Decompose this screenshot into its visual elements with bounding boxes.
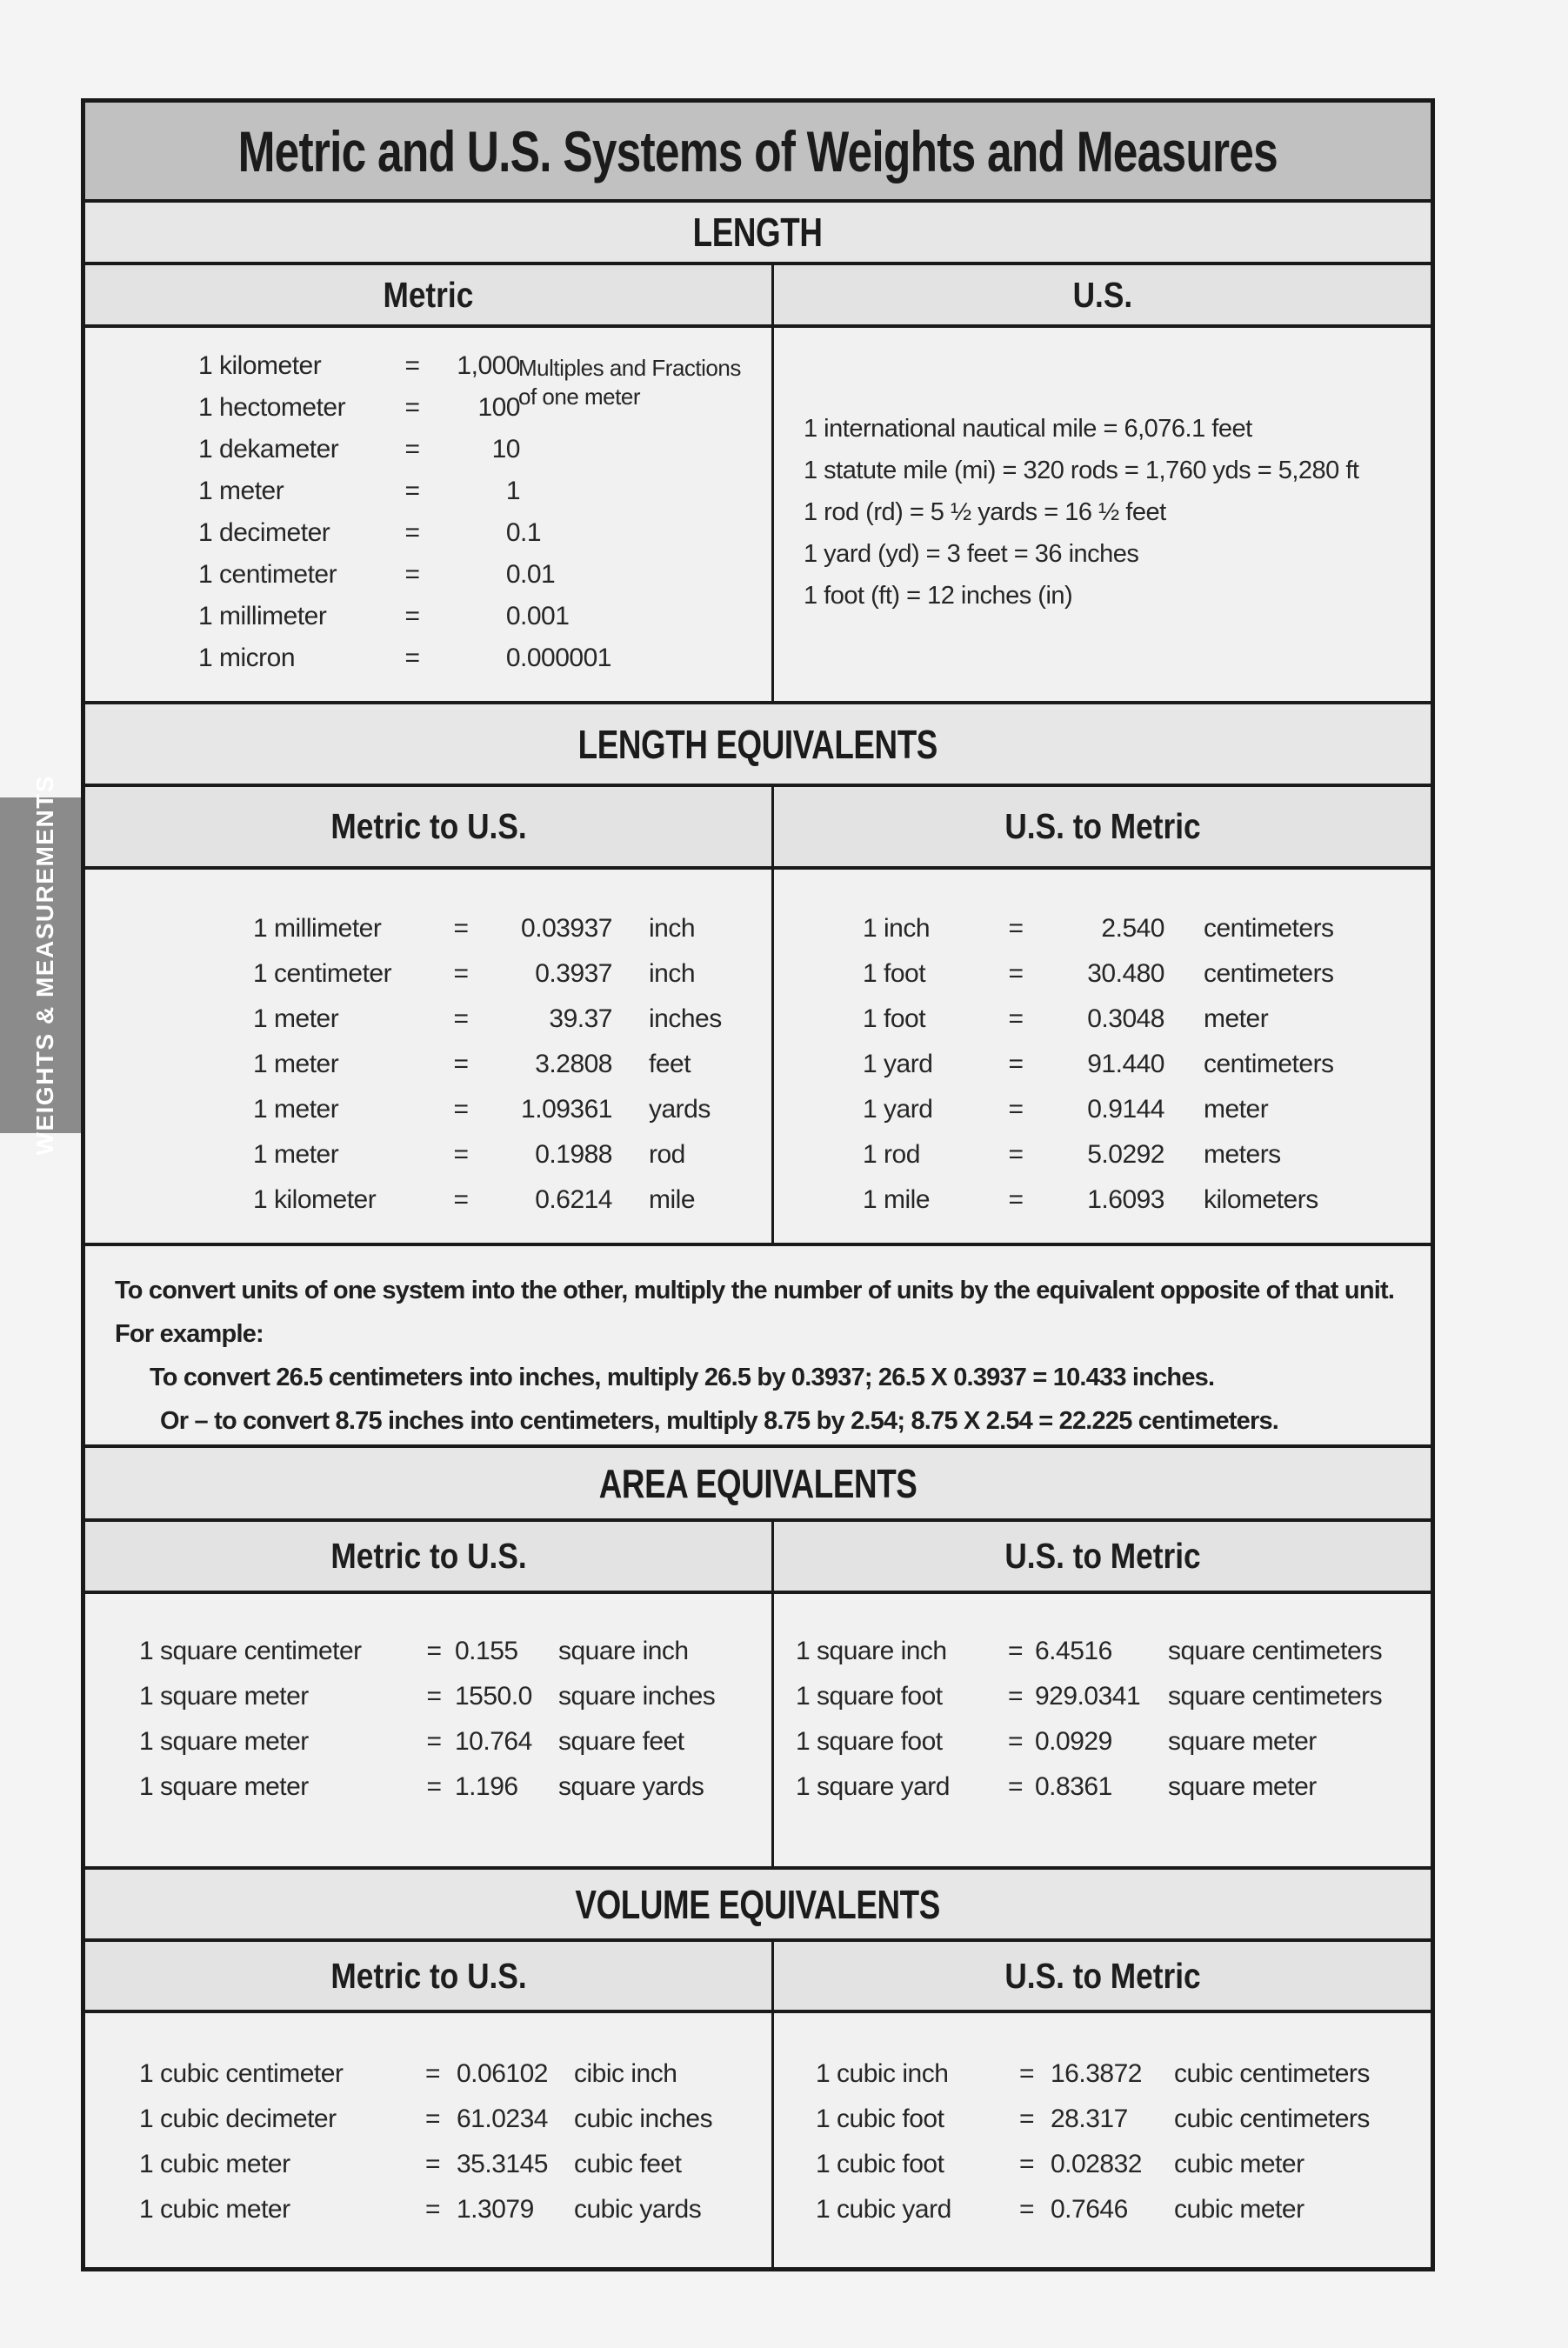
equivalence-row xyxy=(863,1177,1431,1223)
equals-sign: = xyxy=(1008,1095,1024,1124)
table-title-band xyxy=(85,103,1431,203)
equivalence-row xyxy=(796,1764,1431,1810)
value: 3.2808 xyxy=(535,1050,612,1078)
equivalence-row xyxy=(139,1719,771,1764)
volume-equivalents-subheaders xyxy=(85,1942,1431,2013)
fact-text: 1 international nautical mile = 6,076.1 feet xyxy=(804,415,1252,443)
equivalence-row xyxy=(863,1132,1431,1177)
us-to-metric-header xyxy=(774,1942,1431,2010)
us-to-metric-label: U.S. to Metric xyxy=(1004,1955,1201,1996)
unit-label: 1 millimeter xyxy=(253,914,382,943)
equals-sign: = xyxy=(1007,1637,1024,1665)
value-integer: 0 xyxy=(505,560,520,589)
metric-header-label: Metric xyxy=(383,274,474,315)
value: 0.155 xyxy=(455,1637,518,1665)
unit-label: 1 yard xyxy=(863,1050,933,1078)
value: 1550.0 xyxy=(455,1682,532,1711)
value-fraction: .01 xyxy=(520,560,556,589)
unit-label: 1 kilometer xyxy=(198,351,322,380)
value: 0.06102 xyxy=(457,2059,548,2088)
area-equivalents-subheaders xyxy=(85,1522,1431,1594)
value-integer: 10 xyxy=(491,435,520,464)
unit-name: kilometers xyxy=(1204,1185,1318,1214)
conversion-note xyxy=(85,1246,1431,1448)
value: 1.6093 xyxy=(1087,1185,1164,1214)
metric-to-us-header xyxy=(85,1522,774,1591)
us-to-metric-rows xyxy=(796,1629,1431,1810)
us-to-metric-rows xyxy=(816,2051,1431,2232)
unit-label: 1 foot xyxy=(863,959,926,988)
unit-label: 1 cubic decimeter xyxy=(139,2105,337,2133)
unit-name: cubic yards xyxy=(574,2195,702,2224)
length-data-row xyxy=(85,328,1431,704)
equivalence-row xyxy=(863,906,1431,951)
unit-label: 1 cubic meter xyxy=(139,2195,290,2224)
value: 91.440 xyxy=(1087,1050,1164,1078)
note-line-4: Or – to convert 8.75 inches into centimeters, multiply 8.75 by 2.54; 8.75 X 2.54 = 22.225 centimeters. xyxy=(160,1407,1279,1435)
equivalence-row xyxy=(253,997,771,1042)
value-fraction: .1 xyxy=(520,518,542,547)
unit-name: square meter xyxy=(1168,1727,1317,1756)
equivalence-row xyxy=(253,1042,771,1087)
unit-name: square inch xyxy=(558,1637,689,1665)
equals-sign: = xyxy=(426,1637,442,1665)
volume-equivalents-data xyxy=(85,2013,1431,2267)
unit-name: centimeters xyxy=(1204,914,1334,943)
value-integer: 1,000 xyxy=(457,351,520,380)
sidebar-tab-weights-measurements xyxy=(0,775,90,1156)
equivalence-row xyxy=(253,1087,771,1132)
area-equivalents-band xyxy=(85,1448,1431,1522)
value: 1.09361 xyxy=(521,1095,612,1124)
unit-label: 1 millimeter xyxy=(198,602,327,630)
equals-sign: = xyxy=(404,477,420,505)
metric-to-us-rows xyxy=(139,2051,771,2232)
length-section-band xyxy=(85,203,1431,265)
length-metric-cell xyxy=(85,328,774,701)
unit-label: 1 square foot xyxy=(796,1682,943,1711)
value: 61.0234 xyxy=(457,2105,548,2133)
unit-label: 1 square meter xyxy=(139,1727,309,1756)
volume-us-to-metric-cell xyxy=(774,2013,1431,2267)
unit-label: 1 yard xyxy=(863,1095,933,1124)
volume-metric-to-us-cell xyxy=(85,2013,774,2267)
unit-name: cubic centimeters xyxy=(1174,2059,1370,2088)
volume-equivalents-band xyxy=(85,1870,1431,1942)
metric-to-us-rows xyxy=(253,906,771,1223)
metric-note-line-1: Multiples and Fractions xyxy=(518,355,741,381)
equals-sign: = xyxy=(404,644,420,672)
equals-sign: = xyxy=(1018,2150,1035,2178)
length-heading: LENGTH xyxy=(693,210,823,255)
equals-sign: = xyxy=(1018,2195,1035,2224)
equivalence-row xyxy=(139,1764,771,1810)
us-to-metric-label: U.S. to Metric xyxy=(1004,1536,1201,1576)
length-metric-to-us-cell xyxy=(85,870,774,1243)
value: 39.37 xyxy=(549,1004,612,1033)
equals-sign: = xyxy=(453,1185,469,1214)
equals-sign: = xyxy=(1008,1004,1024,1033)
metric-to-us-rows xyxy=(139,1629,771,1810)
unit-name: inch xyxy=(649,914,696,943)
value-integer: 1 xyxy=(505,477,520,505)
us-length-fact-line xyxy=(804,408,1431,450)
note-line-3: To convert 26.5 centimeters into inches, multiply 26.5 by 0.3937; 26.5 X 0.3937 = 10.433 inches. xyxy=(150,1364,1215,1391)
length-equivalents-data xyxy=(85,870,1431,1246)
unit-name: cubic inches xyxy=(574,2105,713,2133)
us-length-fact-line xyxy=(804,575,1431,617)
unit-label: 1 micron xyxy=(198,644,296,672)
equivalence-row xyxy=(139,1674,771,1719)
value-fraction: .001 xyxy=(520,602,570,630)
unit-label: 1 square meter xyxy=(139,1772,309,1801)
metric-to-us-header xyxy=(85,787,774,866)
equals-sign: = xyxy=(1007,1772,1024,1801)
fact-text: 1 statute mile (mi) = 320 rods = 1,760 yds = 5,280 ft xyxy=(804,457,1359,484)
area-us-to-metric-cell xyxy=(774,1594,1431,1866)
equals-sign: = xyxy=(453,1050,469,1078)
us-length-fact-line xyxy=(804,450,1431,491)
unit-name: cubic meter xyxy=(1174,2150,1304,2178)
unit-name: cubic centimeters xyxy=(1174,2105,1370,2133)
equivalence-row xyxy=(253,951,771,997)
equals-sign: = xyxy=(453,1004,469,1033)
equivalence-row xyxy=(139,2142,771,2187)
unit-name: square meter xyxy=(1168,1772,1317,1801)
value-integer: 0 xyxy=(505,644,520,672)
metric-to-us-header xyxy=(85,1942,774,2010)
unit-name: square yards xyxy=(558,1772,704,1801)
unit-label: 1 meter xyxy=(253,1095,339,1124)
unit-name: meter xyxy=(1204,1095,1269,1124)
length-equivalents-subheaders xyxy=(85,787,1431,870)
equals-sign: = xyxy=(404,351,420,380)
value: 0.1988 xyxy=(535,1140,612,1169)
equals-sign: = xyxy=(1007,1727,1024,1756)
value: 28.317 xyxy=(1051,2105,1128,2133)
equals-sign: = xyxy=(453,914,469,943)
unit-label: 1 square inch xyxy=(796,1637,947,1665)
unit-name: meter xyxy=(1204,1004,1269,1033)
metric-to-us-label: Metric to U.S. xyxy=(330,806,527,846)
value-integer: 0 xyxy=(505,602,520,630)
value: 6.4516 xyxy=(1035,1637,1112,1665)
unit-name: square feet xyxy=(558,1727,684,1756)
note-line-2: For example: xyxy=(115,1320,264,1348)
metric-to-us-label: Metric to U.S. xyxy=(330,1536,527,1576)
metric-note-line-2: of one meter xyxy=(518,384,640,410)
scale-row xyxy=(198,470,771,512)
area-equivalents-heading: AREA EQUIVALENTS xyxy=(598,1460,917,1506)
weights-measures-table xyxy=(81,98,1435,2271)
unit-label: 1 rod xyxy=(863,1140,920,1169)
unit-label: 1 hectometer xyxy=(198,393,346,422)
equivalence-row xyxy=(863,1042,1431,1087)
value: 0.3048 xyxy=(1087,1004,1164,1033)
equals-sign: = xyxy=(426,1727,442,1756)
equivalence-row xyxy=(816,2187,1431,2232)
unit-label: 1 square meter xyxy=(139,1682,309,1711)
area-metric-to-us-cell xyxy=(85,1594,774,1866)
fact-text: 1 yard (yd) = 3 feet = 36 inches xyxy=(804,540,1139,568)
equivalence-row xyxy=(816,2142,1431,2187)
unit-label: 1 cubic foot xyxy=(816,2150,944,2178)
equals-sign: = xyxy=(1007,1682,1024,1711)
equivalence-row xyxy=(863,997,1431,1042)
equals-sign: = xyxy=(1008,959,1024,988)
us-to-metric-header xyxy=(774,787,1431,866)
equivalence-row xyxy=(253,906,771,951)
value: 0.7646 xyxy=(1051,2195,1128,2224)
length-equivalents-heading: LENGTH EQUIVALENTS xyxy=(577,721,938,767)
unit-name: cibic inch xyxy=(574,2059,677,2088)
unit-name: centimeters xyxy=(1204,959,1334,988)
equals-sign: = xyxy=(404,602,420,630)
value: 10.764 xyxy=(455,1727,532,1756)
unit-name: rod xyxy=(649,1140,685,1169)
value: 0.03937 xyxy=(521,914,612,943)
equivalence-row xyxy=(796,1719,1431,1764)
us-to-metric-label: U.S. to Metric xyxy=(1004,806,1201,846)
equals-sign: = xyxy=(426,1772,442,1801)
equals-sign: = xyxy=(404,393,420,422)
equivalence-row xyxy=(796,1674,1431,1719)
value: 1.3079 xyxy=(457,2195,534,2224)
equals-sign: = xyxy=(1018,2105,1035,2133)
unit-label: 1 cubic yard xyxy=(816,2195,951,2224)
scale-row xyxy=(198,512,771,554)
value-integer: 0 xyxy=(505,518,520,547)
equals-sign: = xyxy=(1008,1185,1024,1214)
unit-name: meters xyxy=(1204,1140,1281,1169)
us-length-fact-line xyxy=(804,533,1431,575)
equivalence-row xyxy=(796,1629,1431,1674)
equals-sign: = xyxy=(426,1682,442,1711)
scale-row xyxy=(198,429,771,470)
value: 0.3937 xyxy=(535,959,612,988)
unit-label: 1 inch xyxy=(863,914,931,943)
equals-sign: = xyxy=(1008,1050,1024,1078)
unit-label: 1 foot xyxy=(863,1004,926,1033)
equivalence-row xyxy=(139,2187,771,2232)
equals-sign: = xyxy=(453,959,469,988)
unit-name: cubic meter xyxy=(1174,2195,1304,2224)
us-length-facts xyxy=(774,328,1431,617)
unit-name: centimeters xyxy=(1204,1050,1334,1078)
equivalence-row xyxy=(139,2097,771,2142)
us-to-metric-header xyxy=(774,1522,1431,1591)
unit-label: 1 square centimeter xyxy=(139,1637,362,1665)
value: 0.9144 xyxy=(1087,1095,1164,1124)
value: 16.3872 xyxy=(1051,2059,1142,2088)
unit-label: 1 kilometer xyxy=(253,1185,377,1214)
equals-sign: = xyxy=(424,2059,441,2088)
unit-name: square centimeters xyxy=(1168,1682,1383,1711)
value: 0.0929 xyxy=(1035,1727,1112,1756)
equals-sign: = xyxy=(1008,914,1024,943)
unit-name: yards xyxy=(649,1095,711,1124)
equals-sign: = xyxy=(453,1095,469,1124)
equivalence-row xyxy=(139,2051,771,2097)
equivalence-row xyxy=(816,2051,1431,2097)
length-equivalents-band xyxy=(85,704,1431,787)
value: 35.3145 xyxy=(457,2150,548,2178)
value: 0.6214 xyxy=(535,1185,612,1214)
page-title: Metric and U.S. Systems of Weights and Measures xyxy=(237,118,1278,183)
equivalence-row xyxy=(253,1132,771,1177)
value: 0.8361 xyxy=(1035,1772,1112,1801)
unit-name: mile xyxy=(649,1185,696,1214)
unit-label: 1 meter xyxy=(198,477,284,505)
fact-text: 1 rod (rd) = 5 ½ yards = 16 ½ feet xyxy=(804,498,1166,526)
value: 1.196 xyxy=(455,1772,518,1801)
sidebar-tab-label: WEIGHTS & MEASUREMENTS xyxy=(31,775,58,1156)
equals-sign: = xyxy=(404,518,420,547)
equals-sign: = xyxy=(424,2150,441,2178)
unit-label: 1 cubic inch xyxy=(816,2059,949,2088)
metric-scale-note xyxy=(518,354,779,411)
equals-sign: = xyxy=(404,435,420,464)
unit-name: square inches xyxy=(558,1682,716,1711)
unit-label: 1 cubic foot xyxy=(816,2105,944,2133)
note-line-1: To convert units of one system into the other, multiply the number of units by the equivalent opposite of that unit. xyxy=(115,1277,1395,1304)
unit-label: 1 centimeter xyxy=(253,959,392,988)
equivalence-row xyxy=(253,1177,771,1223)
us-to-metric-rows xyxy=(863,906,1431,1223)
volume-equivalents-heading: VOLUME EQUIVALENTS xyxy=(575,1881,941,1927)
us-length-fact-line xyxy=(804,491,1431,533)
value: 2.540 xyxy=(1101,914,1164,943)
unit-label: 1 square foot xyxy=(796,1727,943,1756)
equals-sign: = xyxy=(404,560,420,589)
value: 929.0341 xyxy=(1035,1682,1141,1711)
unit-label: 1 meter xyxy=(253,1050,339,1078)
equals-sign: = xyxy=(453,1140,469,1169)
unit-label: 1 meter xyxy=(253,1140,339,1169)
scale-row xyxy=(198,596,771,637)
unit-name: inch xyxy=(649,959,696,988)
unit-label: 1 mile xyxy=(863,1185,931,1214)
value: 0.02832 xyxy=(1051,2150,1142,2178)
scale-row xyxy=(198,637,771,679)
unit-name: feet xyxy=(649,1050,691,1078)
unit-label: 1 dekameter xyxy=(198,435,339,464)
metric-column-header xyxy=(85,265,774,324)
unit-label: 1 square yard xyxy=(796,1772,950,1801)
equals-sign: = xyxy=(1008,1140,1024,1169)
equivalence-row xyxy=(863,1087,1431,1132)
unit-label: 1 cubic meter xyxy=(139,2150,290,2178)
area-equivalents-data xyxy=(85,1594,1431,1870)
value: 5.0292 xyxy=(1087,1140,1164,1169)
value: 30.480 xyxy=(1087,959,1164,988)
length-us-cell xyxy=(774,328,1431,701)
unit-name: inches xyxy=(649,1004,722,1033)
value-fraction: .000001 xyxy=(520,644,611,672)
equals-sign: = xyxy=(424,2195,441,2224)
equals-sign: = xyxy=(424,2105,441,2133)
unit-name: cubic feet xyxy=(574,2150,682,2178)
unit-label: 1 centimeter xyxy=(198,560,337,589)
equals-sign: = xyxy=(1018,2059,1035,2088)
length-column-headers xyxy=(85,265,1431,328)
equivalence-row xyxy=(139,1629,771,1674)
us-column-header xyxy=(774,265,1431,324)
scale-row xyxy=(198,554,771,596)
value-integer: 100 xyxy=(477,393,520,422)
us-header-label: U.S. xyxy=(1072,274,1132,315)
unit-label: 1 cubic centimeter xyxy=(139,2059,344,2088)
length-us-to-metric-cell xyxy=(774,870,1431,1243)
equivalence-row xyxy=(816,2097,1431,2142)
metric-to-us-label: Metric to U.S. xyxy=(330,1955,527,1996)
unit-label: 1 meter xyxy=(253,1004,339,1033)
equivalence-row xyxy=(863,951,1431,997)
unit-label: 1 decimeter xyxy=(198,518,330,547)
fact-text: 1 foot (ft) = 12 inches (in) xyxy=(804,582,1073,610)
unit-name: square centimeters xyxy=(1168,1637,1383,1665)
